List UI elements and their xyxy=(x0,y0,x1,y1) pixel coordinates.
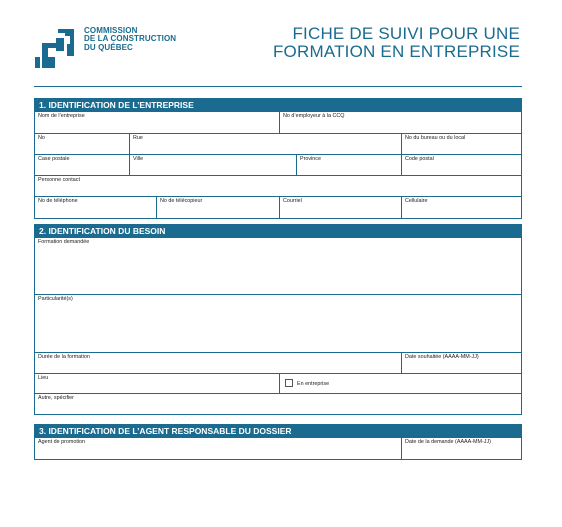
label-nom-entreprise: Nom de l’entreprise xyxy=(38,113,85,119)
field-no-employeur[interactable] xyxy=(279,112,521,133)
label-agent-promotion: Agent de promotion xyxy=(38,439,86,445)
label-duree: Durée de la formation xyxy=(38,354,90,360)
field-case-postale[interactable] xyxy=(35,155,129,175)
title-line-2: FORMATION EN ENTREPRISE xyxy=(272,42,520,61)
row-nom xyxy=(35,111,521,133)
field-no-telephone[interactable] xyxy=(35,197,156,218)
section-entreprise xyxy=(34,98,522,219)
org-line-2: DE LA CONSTRUCTION xyxy=(84,34,177,44)
ccq-logo-icon xyxy=(34,27,78,69)
section-1-title: 1. IDENTIFICATION DE L’ENTREPRISE xyxy=(35,99,521,111)
field-duree[interactable] xyxy=(35,353,401,373)
row-lieu xyxy=(35,373,521,393)
field-nom-entreprise[interactable] xyxy=(35,112,279,133)
label-particularites: Particularité(s) xyxy=(38,296,73,302)
label-date-demande: Date de la demande (AAAA-MM-JJ) xyxy=(405,439,491,445)
field-particularites[interactable] xyxy=(35,295,521,352)
row-agent xyxy=(35,437,521,459)
label-no: No xyxy=(38,135,45,141)
label-date-souhaitee: Date souhaitée (AAAA-MM-JJ) xyxy=(405,354,479,360)
row-contact xyxy=(35,175,521,196)
row-adresse xyxy=(35,133,521,154)
field-courriel[interactable] xyxy=(279,197,401,218)
row-ville xyxy=(35,154,521,175)
field-date-demande[interactable] xyxy=(401,438,521,459)
field-no[interactable] xyxy=(35,134,129,154)
label-en-entreprise: En entreprise xyxy=(297,381,330,387)
row-autre xyxy=(35,393,521,414)
field-no-telecopieur[interactable] xyxy=(156,197,279,218)
org-line-1: COMMISSION xyxy=(84,26,138,35)
label-no-bureau: No du bureau ou du local xyxy=(405,135,466,141)
row-formation xyxy=(35,237,521,294)
label-case-postale: Case postale xyxy=(38,156,70,162)
row-particularites xyxy=(35,294,521,352)
label-no-telephone: No de téléphone xyxy=(38,198,78,204)
label-province: Province xyxy=(300,156,321,162)
field-en-entreprise xyxy=(279,374,521,393)
label-no-telecopieur: No de télécopieur xyxy=(160,198,203,204)
label-code-postal: Code postal xyxy=(405,156,434,162)
field-autre[interactable] xyxy=(35,394,521,414)
header-divider xyxy=(34,86,522,87)
field-personne-contact[interactable] xyxy=(35,176,521,196)
document-title xyxy=(273,25,520,61)
section-2-title: 2. IDENTIFICATION DU BESOIN xyxy=(35,225,521,237)
organization-name xyxy=(84,27,176,52)
label-rue: Rue xyxy=(133,135,143,141)
label-courriel: Courriel xyxy=(283,198,302,204)
field-rue[interactable] xyxy=(129,134,401,154)
en-entreprise-checkbox[interactable] xyxy=(285,379,293,387)
section-besoin xyxy=(34,224,522,415)
label-autre: Autre, spécifier xyxy=(38,395,74,401)
field-date-souhaitee[interactable] xyxy=(401,353,521,373)
field-agent-promotion[interactable] xyxy=(35,438,401,459)
label-formation-demandee: Formation demandée xyxy=(38,239,90,245)
row-telephone xyxy=(35,196,521,218)
field-lieu[interactable] xyxy=(35,374,279,393)
label-personne-contact: Personne contact xyxy=(38,177,80,183)
label-lieu: Lieu xyxy=(38,375,49,381)
section-agent xyxy=(34,424,522,460)
field-province[interactable] xyxy=(296,155,401,175)
field-no-bureau[interactable] xyxy=(401,134,521,154)
label-ville: Ville xyxy=(133,156,144,162)
label-cellulaire: Cellulaire xyxy=(405,198,428,204)
field-ville[interactable] xyxy=(129,155,296,175)
label-no-employeur: No d’employeur à la CCQ xyxy=(283,113,345,119)
field-formation-demandee[interactable] xyxy=(35,238,521,294)
section-3-title: 3. IDENTIFICATION DE L’AGENT RESPONSABLE DU DOSSIER xyxy=(35,425,521,437)
title-line-1: FICHE DE SUIVI POUR UNE xyxy=(292,24,520,43)
field-code-postal[interactable] xyxy=(401,155,521,175)
org-line-3: DU QUÉBEC xyxy=(84,42,133,52)
row-duree xyxy=(35,352,521,373)
field-cellulaire[interactable] xyxy=(401,197,521,218)
